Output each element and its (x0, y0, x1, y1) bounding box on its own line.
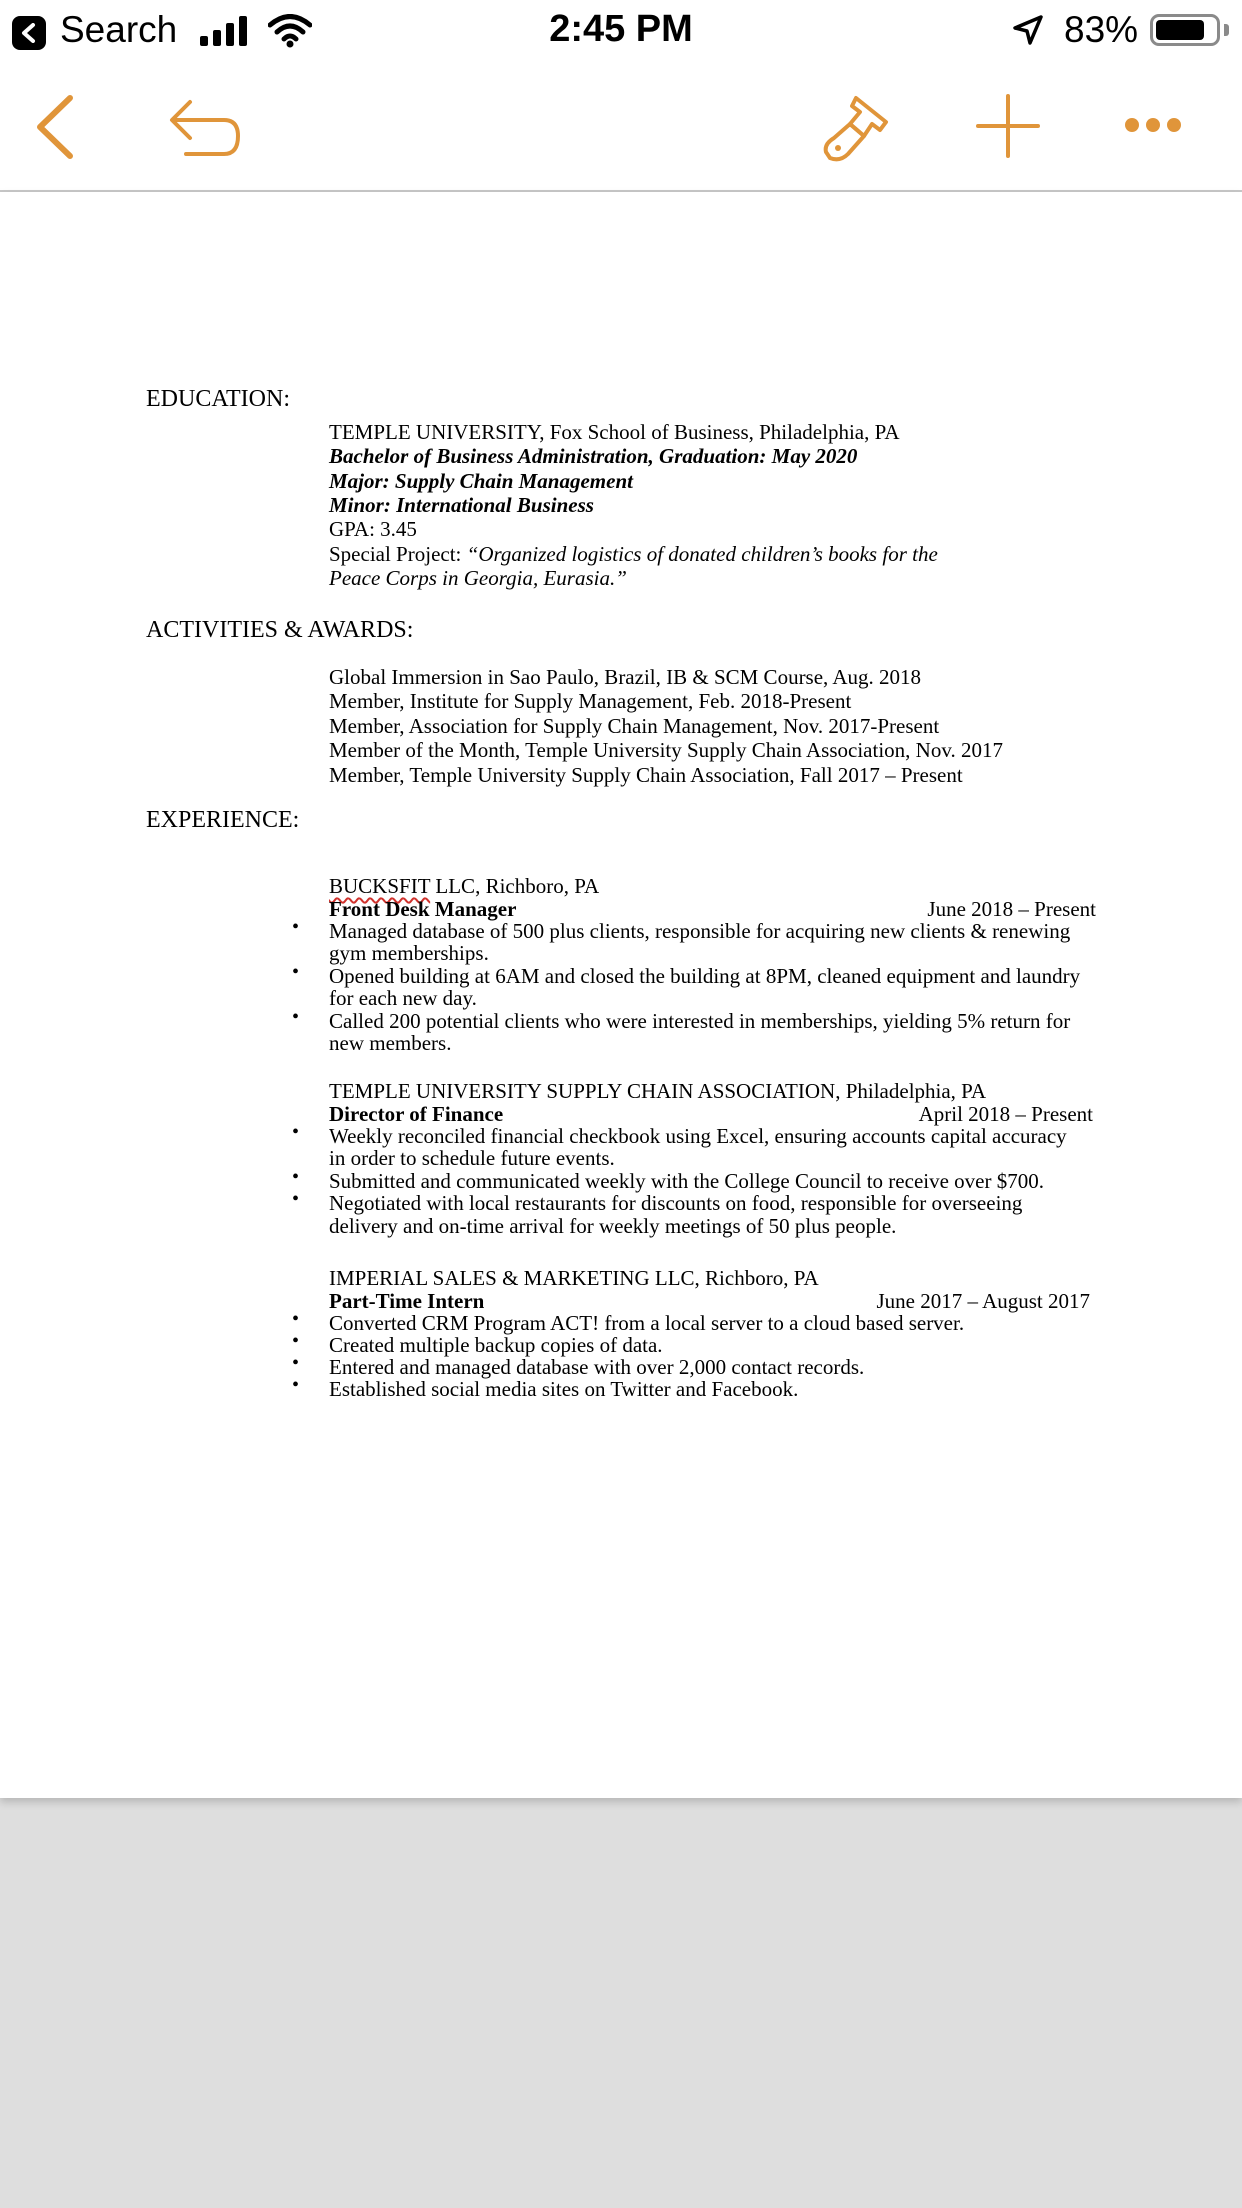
back-button[interactable] (30, 94, 80, 165)
job-bullet-line: Opened building at 6AM and closed the building at 8PM, cleaned equipment and laundry (329, 964, 1081, 988)
job-bullet-line: Called 200 potential clients who were interested in memberships, yielding 5% return for (329, 1009, 1071, 1033)
canvas-background (0, 1798, 1242, 2208)
battery-fill (1156, 20, 1204, 40)
ellipsis-icon (1124, 116, 1182, 134)
job-title: Part-Time Intern (329, 1289, 485, 1313)
education-minor: Minor: International Business (329, 493, 594, 517)
job-bullet-line: Submitted and communicated weekly with the College Council to receive over $700. (329, 1169, 1044, 1193)
resume-document[interactable] (0, 192, 1242, 1798)
job-bullet-line: in order to schedule future events. (329, 1146, 615, 1170)
location-arrow-icon (1012, 14, 1044, 46)
activities-heading: ACTIVITIES & AWARDS: (146, 617, 414, 643)
job-bullet-line: Entered and managed database with over 2,000 contact records. (329, 1355, 865, 1379)
education-project-line1: “Organized logistics of donated children’s books for the (466, 542, 938, 566)
job-dates: June 2017 – August 2017 (876, 1289, 1090, 1313)
battery-icon (1150, 14, 1220, 46)
job-bullet-line: Converted CRM Program ACT! from a local server to a cloud based server. (329, 1311, 965, 1335)
undo-button[interactable] (168, 96, 240, 167)
job-dates: June 2018 – Present (927, 897, 1096, 921)
education-degree: Bachelor of Business Administration, Graduation: May 2020 (329, 444, 858, 468)
job-bullet-line: Weekly reconciled financial checkbook using Excel, ensuring accounts capital accuracy (329, 1124, 1067, 1148)
more-options-button[interactable] (1124, 116, 1182, 139)
chevron-left-icon (30, 94, 80, 160)
paintbrush-icon (820, 92, 892, 164)
job-bullet-line: Created multiple backup copies of data. (329, 1333, 663, 1357)
activity-item: Member, Temple University Supply Chain Association, Fall 2017 – Present (329, 763, 963, 787)
job-bullet-line: new members. (329, 1031, 452, 1055)
bullet-icon: • (292, 1352, 300, 1374)
job-company: IMPERIAL SALES & MARKETING LLC, Richboro, PA (329, 1266, 819, 1290)
experience-heading: EXPERIENCE: (146, 807, 300, 833)
activity-item: Member of the Month, Temple University Supply Chain Association, Nov. 2017 (329, 738, 1003, 762)
job-bullet-line: Managed database of 500 plus clients, responsible for acquiring new clients & renewing (329, 919, 1071, 943)
job-bullet-line: gym memberships. (329, 941, 489, 965)
job-dates: April 2018 – Present (918, 1102, 1093, 1126)
education-school: TEMPLE UNIVERSITY, Fox School of Business, Philadelphia, PA (329, 420, 900, 444)
battery-percentage: 83% (1064, 9, 1139, 50)
education-heading: EDUCATION: (146, 386, 290, 412)
education-project-label: Special Project: (329, 542, 467, 566)
bullet-icon: • (292, 1006, 300, 1028)
battery-cap (1224, 24, 1229, 36)
education-major: Major: Supply Chain Management (329, 469, 633, 493)
activity-item: Member, Association for Supply Chain Management, Nov. 2017-Present (329, 714, 940, 738)
job-bullet-line: Negotiated with local restaurants for discounts on food, responsible for overseeing (329, 1191, 1023, 1215)
activity-item: Member, Institute for Supply Management, Feb. 2018-Present (329, 689, 852, 713)
bullet-icon: • (292, 1308, 300, 1330)
undo-icon (168, 96, 240, 162)
bullet-icon: • (292, 1330, 300, 1352)
bullet-icon: • (292, 1166, 300, 1188)
insert-button[interactable] (976, 94, 1040, 163)
job-title: Front Desk Manager (329, 897, 517, 921)
job-title: Director of Finance (329, 1102, 504, 1126)
job-company: TEMPLE UNIVERSITY SUPPLY CHAIN ASSOCIATION, Philadelphia, PA (329, 1079, 987, 1103)
status-bar (0, 0, 1242, 64)
bullet-icon: • (292, 1121, 300, 1143)
education-project-line2: Peace Corps in Georgia, Eurasia.” (329, 566, 627, 590)
education-gpa: GPA: 3.45 (329, 517, 417, 541)
clock: 2:45 PM (549, 8, 693, 50)
job-bullet-line: for each new day. (329, 986, 477, 1010)
job-company-rest: LLC, Richboro, PA (430, 874, 600, 898)
spellcheck-flagged-word[interactable]: BUCKSFIT (329, 874, 431, 898)
document-page[interactable] (0, 192, 1242, 1798)
plus-icon (976, 94, 1040, 158)
job-bullet-line: Established social media sites on Twitter and Facebook. (329, 1377, 799, 1401)
bullet-icon: • (292, 1188, 300, 1210)
bullet-icon: • (292, 916, 300, 938)
job-company (329, 874, 599, 898)
back-to-app-label[interactable]: Search (60, 9, 178, 50)
format-button[interactable] (820, 92, 892, 169)
activity-item: Global Immersion in Sao Paulo, Brazil, IB & SCM Course, Aug. 2018 (329, 665, 922, 689)
education-project (329, 542, 938, 566)
bullet-icon: • (292, 961, 300, 983)
bullet-icon: • (292, 1374, 300, 1396)
job-bullet-line: delivery and on-time arrival for weekly meetings of 50 plus people. (329, 1214, 897, 1238)
document-toolbar (0, 64, 1242, 192)
